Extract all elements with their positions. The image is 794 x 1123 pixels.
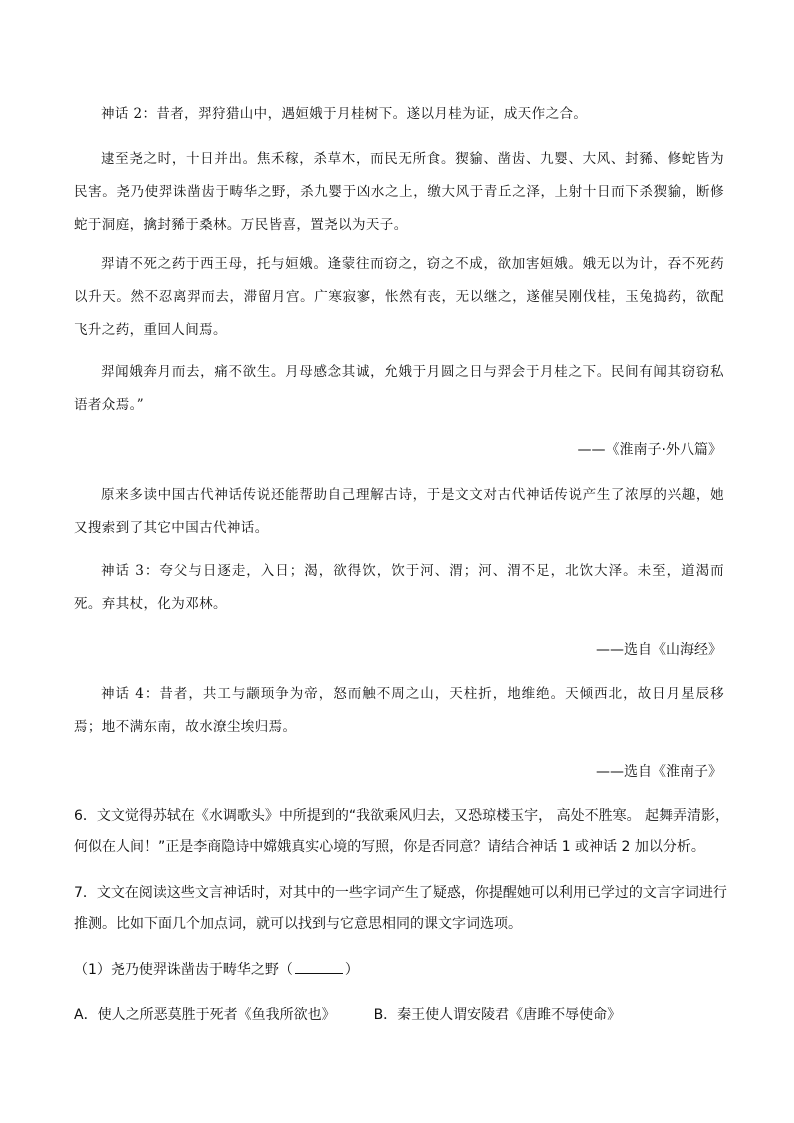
options-row [74, 1000, 734, 1031]
question-7: 7．文文在阅读这些文言神话时，对其中的一些字词产生了疑惑，你提醒她可以利用已学过的文言字词进行推测。比如下面几个加点词，就可以找到与它意思相同的课文字词选项。 [74, 885, 727, 932]
myth2-intro: 神话 2：昔者，羿狩猎山中，遇姮娥于月桂树下。遂以月桂为证，成天作之合。 [101, 106, 588, 122]
sub-question-1-suffix: ） [344, 962, 359, 978]
option-b: B．秦王使人谓安陵君《唐雎不辱使命》 [373, 1007, 622, 1023]
question-6: 6．文文觉得苏轼在《水调歌头》中所提到的“我欲乘风归去，又恐琼楼玉宇， 高处不胜寒。 起舞弄清影，何似在人间！”正是李商隐诗中嫦娥真实心境的写照，你是否同意？请结合神话 1 或神话 2 加以分析。 [74, 808, 730, 855]
myth4-source: ——选自《淮南子》 [596, 764, 722, 780]
myth2-paragraph-3: 羿闻娥奔月而去，痛不欲生。月母感念其诚，允娥于月圆之日与羿会于月桂之下。民间有闻其窃窃私语者众焉。” [74, 364, 724, 413]
myth4-text: 神话 4：昔者，共工与颛顼争为帝，怒而触不周之山，天柱折，地维绝。天倾西北，故日月星辰移焉；地不满东南，故水潦尘埃归焉。 [74, 686, 724, 735]
sub-question-1-prefix: （1）尧乃使羿诛凿齿于畴华之野（ [74, 962, 293, 978]
myth2-paragraph-2: 羿请不死之药于西王母，托与姮娥。逢蒙往而窃之，窃之不成，欲加害姮娥。娥无以为计，吞不死药以升天。然不忍离羿而去，滞留月宫。广寒寂寥，怅然有丧，无以继之，遂催吴刚伐桂，玉兔捣药，欲配飞升之药，重回人间焉。 [74, 256, 724, 338]
myth3-source: ——选自《山海经》 [596, 642, 722, 658]
answer-blank[interactable] [295, 959, 343, 974]
myth2-paragraph-1: 逮至尧之时，十日并出。焦禾稼，杀草木，而民无所食。猰貐、凿齿、九婴、大风、封豨、修蛇皆为民害。尧乃使羿诛凿齿于畴华之野，杀九婴于凶水之上，缴大风于青丘之泽，上射十日而下杀猰貐，断修蛇于洞庭，擒封豨于桑林。万民皆喜，置尧以为天子。 [74, 151, 724, 233]
bridge-paragraph: 原来多读中国古代神话传说还能帮助自己理解古诗，于是文文对古代神话传说产生了浓厚的兴趣，她又搜索到了其它中国古代神话。 [74, 487, 724, 536]
sub-question-1 [74, 955, 734, 986]
option-a: A．使人之所恶莫胜于死者《鱼我所欲也》 [74, 1007, 336, 1023]
myth2-source: ——《淮南子·外八篇》 [577, 442, 722, 458]
myth3-text: 神话 3：夸父与日逐走，入日；渴，欲得饮，饮于河、渭；河、渭不足，北饮大泽。未至，道渴而死。弃其杖，化为邓林。 [74, 563, 724, 612]
